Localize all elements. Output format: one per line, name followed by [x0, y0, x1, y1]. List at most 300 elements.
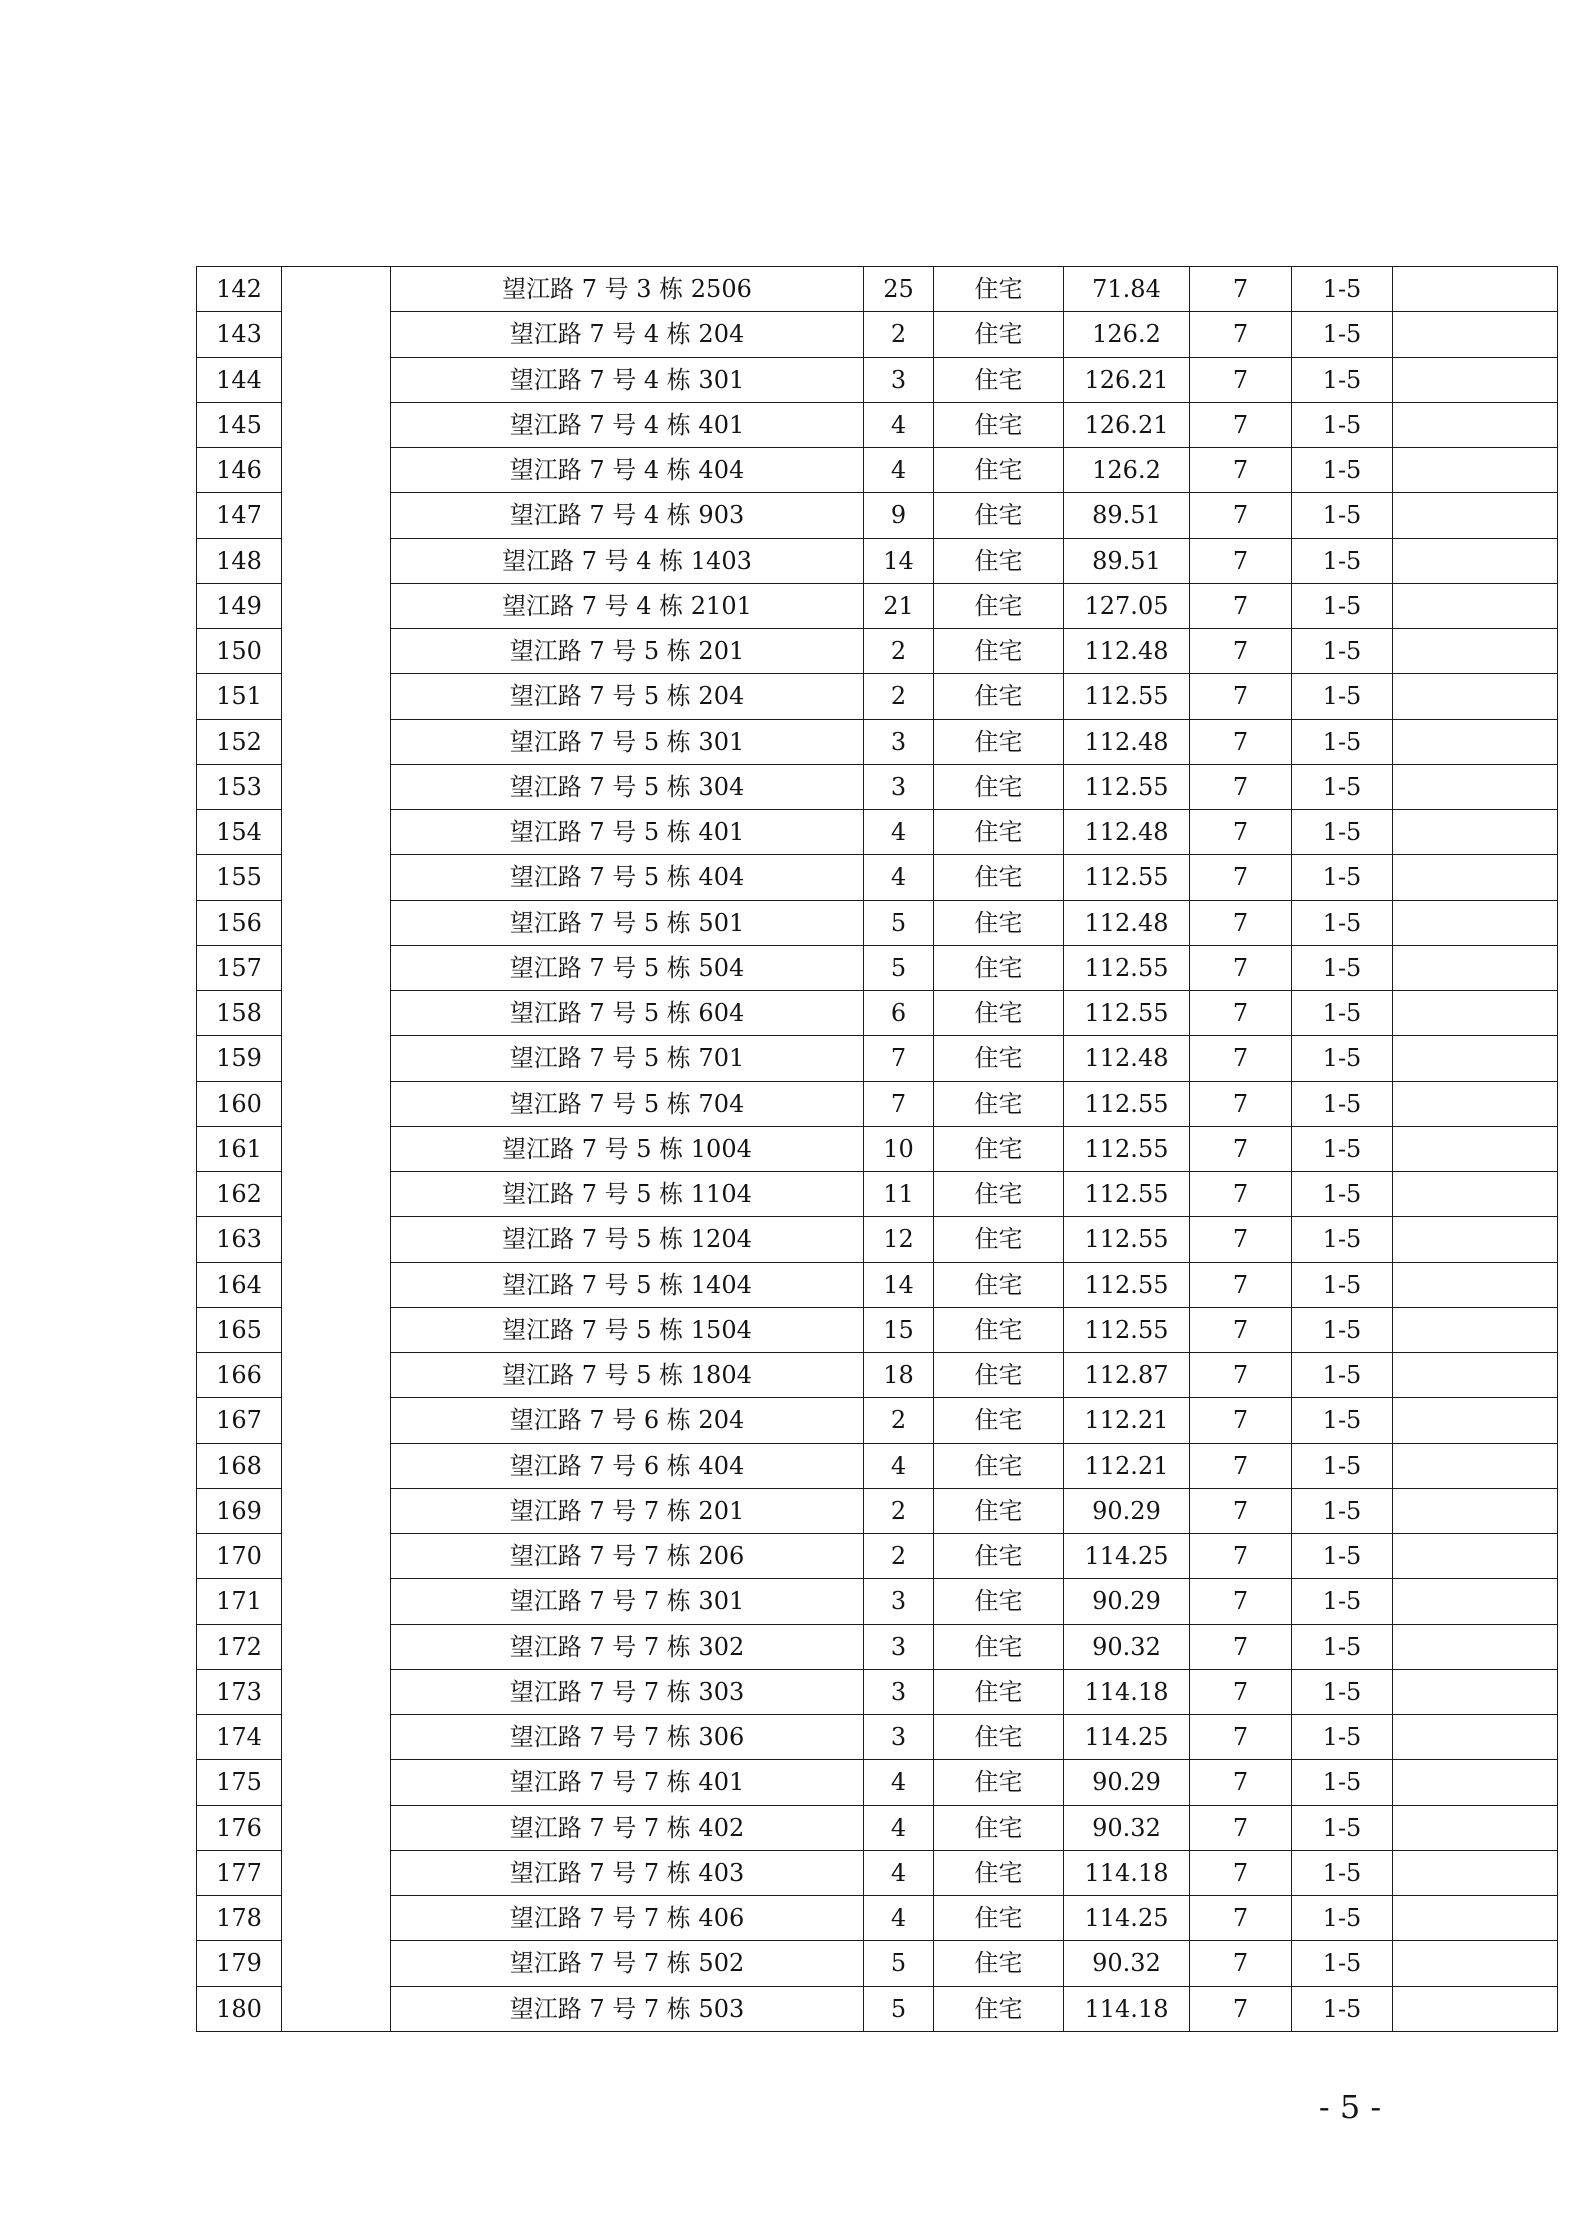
- table-row: [197, 1941, 1558, 1986]
- remarks-cell: [1393, 1624, 1558, 1669]
- value-cell: 7: [1190, 1398, 1292, 1443]
- remarks-cell: [1393, 1398, 1558, 1443]
- floor-cell: 7: [864, 1036, 934, 1081]
- usage-cell: 住宅: [934, 493, 1064, 538]
- area-cell: 90.32: [1064, 1805, 1190, 1850]
- area-cell: 112.87: [1064, 1353, 1190, 1398]
- floor-cell: 6: [864, 991, 934, 1036]
- range-cell: 1-5: [1292, 1760, 1393, 1805]
- row-number-cell: 142: [197, 267, 282, 312]
- row-number-cell: 158: [197, 991, 282, 1036]
- value-cell: 7: [1190, 402, 1292, 447]
- usage-cell: 住宅: [934, 1217, 1064, 1262]
- row-number-cell: 171: [197, 1579, 282, 1624]
- range-cell: 1-5: [1292, 583, 1393, 628]
- usage-cell: 住宅: [934, 991, 1064, 1036]
- area-cell: 90.29: [1064, 1579, 1190, 1624]
- table-row: [197, 1986, 1558, 2031]
- floor-cell: 25: [864, 267, 934, 312]
- value-cell: 7: [1190, 448, 1292, 493]
- floor-cell: 4: [864, 1850, 934, 1895]
- address-cell: 望江路 7 号 7 栋 201: [391, 1488, 864, 1533]
- range-cell: 1-5: [1292, 674, 1393, 719]
- range-cell: 1-5: [1292, 1534, 1393, 1579]
- range-cell: 1-5: [1292, 493, 1393, 538]
- remarks-cell: [1393, 1986, 1558, 2031]
- address-cell: 望江路 7 号 7 栋 206: [391, 1534, 864, 1579]
- row-number-cell: 156: [197, 900, 282, 945]
- address-cell: 望江路 7 号 7 栋 306: [391, 1715, 864, 1760]
- remarks-cell: [1393, 1941, 1558, 1986]
- address-cell: 望江路 7 号 6 栋 204: [391, 1398, 864, 1443]
- address-cell: 望江路 7 号 5 栋 301: [391, 719, 864, 764]
- remarks-cell: [1393, 764, 1558, 809]
- usage-cell: 住宅: [934, 1126, 1064, 1171]
- value-cell: 7: [1190, 1126, 1292, 1171]
- area-cell: 90.29: [1064, 1488, 1190, 1533]
- address-cell: 望江路 7 号 7 栋 406: [391, 1896, 864, 1941]
- range-cell: 1-5: [1292, 1307, 1393, 1352]
- value-cell: 7: [1190, 267, 1292, 312]
- remarks-cell: [1393, 402, 1558, 447]
- row-number-cell: 153: [197, 764, 282, 809]
- table-row: [197, 1217, 1558, 1262]
- usage-cell: 住宅: [934, 1443, 1064, 1488]
- value-cell: 7: [1190, 855, 1292, 900]
- floor-cell: 3: [864, 1715, 934, 1760]
- range-cell: 1-5: [1292, 1172, 1393, 1217]
- table-row: [197, 1172, 1558, 1217]
- address-cell: 望江路 7 号 5 栋 701: [391, 1036, 864, 1081]
- usage-cell: 住宅: [934, 1353, 1064, 1398]
- value-cell: 7: [1190, 1081, 1292, 1126]
- row-number-cell: 152: [197, 719, 282, 764]
- usage-cell: 住宅: [934, 357, 1064, 402]
- range-cell: 1-5: [1292, 1715, 1393, 1760]
- address-cell: 望江路 7 号 6 栋 404: [391, 1443, 864, 1488]
- property-table: [196, 266, 1558, 2032]
- address-cell: 望江路 7 号 5 栋 1104: [391, 1172, 864, 1217]
- table-row: [197, 1805, 1558, 1850]
- address-cell: 望江路 7 号 5 栋 604: [391, 991, 864, 1036]
- value-cell: 7: [1190, 583, 1292, 628]
- area-cell: 126.21: [1064, 357, 1190, 402]
- remarks-cell: [1393, 1896, 1558, 1941]
- area-cell: 126.21: [1064, 402, 1190, 447]
- range-cell: 1-5: [1292, 538, 1393, 583]
- area-cell: 112.55: [1064, 764, 1190, 809]
- floor-cell: 4: [864, 1896, 934, 1941]
- remarks-cell: [1393, 855, 1558, 900]
- range-cell: 1-5: [1292, 357, 1393, 402]
- value-cell: 7: [1190, 1036, 1292, 1081]
- floor-cell: 4: [864, 810, 934, 855]
- usage-cell: 住宅: [934, 764, 1064, 809]
- range-cell: 1-5: [1292, 1036, 1393, 1081]
- usage-cell: 住宅: [934, 1715, 1064, 1760]
- table-row: [197, 1850, 1558, 1895]
- table-row: [197, 493, 1558, 538]
- address-cell: 望江路 7 号 4 栋 2101: [391, 583, 864, 628]
- address-cell: 望江路 7 号 7 栋 401: [391, 1760, 864, 1805]
- range-cell: 1-5: [1292, 1624, 1393, 1669]
- row-number-cell: 144: [197, 357, 282, 402]
- table-row: [197, 991, 1558, 1036]
- value-cell: 7: [1190, 810, 1292, 855]
- merged-blank-cell: [282, 267, 391, 2032]
- area-cell: 114.25: [1064, 1534, 1190, 1579]
- range-cell: 1-5: [1292, 267, 1393, 312]
- area-cell: 112.55: [1064, 1126, 1190, 1171]
- row-number-cell: 172: [197, 1624, 282, 1669]
- area-cell: 114.18: [1064, 1669, 1190, 1714]
- address-cell: 望江路 7 号 5 栋 1004: [391, 1126, 864, 1171]
- value-cell: 7: [1190, 493, 1292, 538]
- table-row: [197, 1624, 1558, 1669]
- area-cell: 112.55: [1064, 1217, 1190, 1262]
- table-row: [197, 402, 1558, 447]
- table-row: [197, 945, 1558, 990]
- row-number-cell: 167: [197, 1398, 282, 1443]
- row-number-cell: 149: [197, 583, 282, 628]
- address-cell: 望江路 7 号 5 栋 204: [391, 674, 864, 719]
- table-body: [197, 267, 1558, 2032]
- range-cell: 1-5: [1292, 1081, 1393, 1126]
- area-cell: 112.55: [1064, 1262, 1190, 1307]
- area-cell: 112.55: [1064, 1081, 1190, 1126]
- remarks-cell: [1393, 1172, 1558, 1217]
- row-number-cell: 162: [197, 1172, 282, 1217]
- row-number-cell: 157: [197, 945, 282, 990]
- table-row: [197, 357, 1558, 402]
- remarks-cell: [1393, 1850, 1558, 1895]
- row-number-cell: 147: [197, 493, 282, 538]
- address-cell: 望江路 7 号 5 栋 1804: [391, 1353, 864, 1398]
- value-cell: 7: [1190, 1307, 1292, 1352]
- table-row: [197, 629, 1558, 674]
- usage-cell: 住宅: [934, 810, 1064, 855]
- remarks-cell: [1393, 1036, 1558, 1081]
- remarks-cell: [1393, 1805, 1558, 1850]
- floor-cell: 12: [864, 1217, 934, 1262]
- usage-cell: 住宅: [934, 538, 1064, 583]
- value-cell: 7: [1190, 1534, 1292, 1579]
- address-cell: 望江路 7 号 4 栋 204: [391, 312, 864, 357]
- remarks-cell: [1393, 719, 1558, 764]
- row-number-cell: 143: [197, 312, 282, 357]
- table-row: [197, 1669, 1558, 1714]
- range-cell: 1-5: [1292, 1896, 1393, 1941]
- range-cell: 1-5: [1292, 1579, 1393, 1624]
- table-row: [197, 1579, 1558, 1624]
- area-cell: 112.55: [1064, 674, 1190, 719]
- range-cell: 1-5: [1292, 1941, 1393, 1986]
- address-cell: 望江路 7 号 5 栋 404: [391, 855, 864, 900]
- row-number-cell: 159: [197, 1036, 282, 1081]
- address-cell: 望江路 7 号 4 栋 401: [391, 402, 864, 447]
- usage-cell: 住宅: [934, 1172, 1064, 1217]
- remarks-cell: [1393, 1081, 1558, 1126]
- floor-cell: 5: [864, 1986, 934, 2031]
- remarks-cell: [1393, 1353, 1558, 1398]
- floor-cell: 3: [864, 1624, 934, 1669]
- area-cell: 112.48: [1064, 629, 1190, 674]
- table-row: [197, 448, 1558, 493]
- value-cell: 7: [1190, 1217, 1292, 1262]
- table-row: [197, 583, 1558, 628]
- area-cell: 114.18: [1064, 1986, 1190, 2031]
- remarks-cell: [1393, 1307, 1558, 1352]
- area-cell: 112.55: [1064, 855, 1190, 900]
- floor-cell: 5: [864, 945, 934, 990]
- range-cell: 1-5: [1292, 855, 1393, 900]
- address-cell: 望江路 7 号 4 栋 1403: [391, 538, 864, 583]
- value-cell: 7: [1190, 1850, 1292, 1895]
- address-cell: 望江路 7 号 7 栋 302: [391, 1624, 864, 1669]
- remarks-cell: [1393, 1126, 1558, 1171]
- value-cell: 7: [1190, 312, 1292, 357]
- range-cell: 1-5: [1292, 764, 1393, 809]
- value-cell: 7: [1190, 1896, 1292, 1941]
- table-row: [197, 1760, 1558, 1805]
- table-row: [197, 1443, 1558, 1488]
- row-number-cell: 170: [197, 1534, 282, 1579]
- table-row: [197, 674, 1558, 719]
- usage-cell: 住宅: [934, 1488, 1064, 1533]
- floor-cell: 2: [864, 1534, 934, 1579]
- area-cell: 126.2: [1064, 312, 1190, 357]
- value-cell: 7: [1190, 719, 1292, 764]
- floor-cell: 5: [864, 1941, 934, 1986]
- floor-cell: 7: [864, 1081, 934, 1126]
- value-cell: 7: [1190, 538, 1292, 583]
- table-row: [197, 855, 1558, 900]
- range-cell: 1-5: [1292, 402, 1393, 447]
- value-cell: 7: [1190, 629, 1292, 674]
- area-cell: 89.51: [1064, 538, 1190, 583]
- value-cell: 7: [1190, 1579, 1292, 1624]
- floor-cell: 2: [864, 674, 934, 719]
- floor-cell: 14: [864, 1262, 934, 1307]
- area-cell: 112.55: [1064, 991, 1190, 1036]
- row-number-cell: 168: [197, 1443, 282, 1488]
- area-cell: 90.29: [1064, 1760, 1190, 1805]
- floor-cell: 4: [864, 448, 934, 493]
- area-cell: 112.48: [1064, 719, 1190, 764]
- table-row: [197, 1036, 1558, 1081]
- address-cell: 望江路 7 号 5 栋 201: [391, 629, 864, 674]
- usage-cell: 住宅: [934, 1941, 1064, 1986]
- address-cell: 望江路 7 号 5 栋 704: [391, 1081, 864, 1126]
- row-number-cell: 161: [197, 1126, 282, 1171]
- table-row: [197, 538, 1558, 583]
- floor-cell: 2: [864, 1398, 934, 1443]
- address-cell: 望江路 7 号 7 栋 303: [391, 1669, 864, 1714]
- address-cell: 望江路 7 号 5 栋 1504: [391, 1307, 864, 1352]
- usage-cell: 住宅: [934, 1760, 1064, 1805]
- usage-cell: 住宅: [934, 1896, 1064, 1941]
- area-cell: 90.32: [1064, 1624, 1190, 1669]
- remarks-cell: [1393, 1669, 1558, 1714]
- range-cell: 1-5: [1292, 1126, 1393, 1171]
- row-number-cell: 146: [197, 448, 282, 493]
- value-cell: 7: [1190, 674, 1292, 719]
- address-cell: 望江路 7 号 4 栋 404: [391, 448, 864, 493]
- row-number-cell: 155: [197, 855, 282, 900]
- address-cell: 望江路 7 号 7 栋 503: [391, 1986, 864, 2031]
- floor-cell: 11: [864, 1172, 934, 1217]
- range-cell: 1-5: [1292, 1262, 1393, 1307]
- remarks-cell: [1393, 1217, 1558, 1262]
- range-cell: 1-5: [1292, 1488, 1393, 1533]
- row-number-cell: 154: [197, 810, 282, 855]
- address-cell: 望江路 7 号 5 栋 304: [391, 764, 864, 809]
- usage-cell: 住宅: [934, 583, 1064, 628]
- area-cell: 112.21: [1064, 1398, 1190, 1443]
- range-cell: 1-5: [1292, 719, 1393, 764]
- row-number-cell: 151: [197, 674, 282, 719]
- floor-cell: 3: [864, 719, 934, 764]
- area-cell: 112.48: [1064, 900, 1190, 945]
- usage-cell: 住宅: [934, 1579, 1064, 1624]
- table-row: [197, 900, 1558, 945]
- usage-cell: 住宅: [934, 1624, 1064, 1669]
- remarks-cell: [1393, 583, 1558, 628]
- floor-cell: 2: [864, 312, 934, 357]
- table-row: [197, 1307, 1558, 1352]
- usage-cell: 住宅: [934, 629, 1064, 674]
- usage-cell: 住宅: [934, 1307, 1064, 1352]
- table-row: [197, 1488, 1558, 1533]
- value-cell: 7: [1190, 1805, 1292, 1850]
- table-row: [197, 1896, 1558, 1941]
- range-cell: 1-5: [1292, 1986, 1393, 2031]
- row-number-cell: 176: [197, 1805, 282, 1850]
- table-row: [197, 1081, 1558, 1126]
- value-cell: 7: [1190, 1760, 1292, 1805]
- value-cell: 7: [1190, 991, 1292, 1036]
- row-number-cell: 179: [197, 1941, 282, 1986]
- floor-cell: 21: [864, 583, 934, 628]
- remarks-cell: [1393, 312, 1558, 357]
- address-cell: 望江路 7 号 5 栋 1204: [391, 1217, 864, 1262]
- page-number: - 5 -: [1318, 2088, 1382, 2126]
- remarks-cell: [1393, 1579, 1558, 1624]
- range-cell: 1-5: [1292, 1850, 1393, 1895]
- range-cell: 1-5: [1292, 1805, 1393, 1850]
- remarks-cell: [1393, 1534, 1558, 1579]
- value-cell: 7: [1190, 900, 1292, 945]
- remarks-cell: [1393, 810, 1558, 855]
- address-cell: 望江路 7 号 7 栋 403: [391, 1850, 864, 1895]
- area-cell: 112.55: [1064, 1307, 1190, 1352]
- address-cell: 望江路 7 号 3 栋 2506: [391, 267, 864, 312]
- range-cell: 1-5: [1292, 991, 1393, 1036]
- usage-cell: 住宅: [934, 267, 1064, 312]
- address-cell: 望江路 7 号 5 栋 1404: [391, 1262, 864, 1307]
- usage-cell: 住宅: [934, 1805, 1064, 1850]
- floor-cell: 4: [864, 1805, 934, 1850]
- table-row: [197, 719, 1558, 764]
- usage-cell: 住宅: [934, 945, 1064, 990]
- floor-cell: 4: [864, 855, 934, 900]
- remarks-cell: [1393, 674, 1558, 719]
- table-row: [197, 1534, 1558, 1579]
- address-cell: 望江路 7 号 5 栋 401: [391, 810, 864, 855]
- floor-cell: 5: [864, 900, 934, 945]
- remarks-cell: [1393, 538, 1558, 583]
- remarks-cell: [1393, 493, 1558, 538]
- row-number-cell: 178: [197, 1896, 282, 1941]
- area-cell: 112.55: [1064, 1172, 1190, 1217]
- usage-cell: 住宅: [934, 674, 1064, 719]
- value-cell: 7: [1190, 1172, 1292, 1217]
- value-cell: 7: [1190, 1941, 1292, 1986]
- usage-cell: 住宅: [934, 312, 1064, 357]
- table-row: [197, 1353, 1558, 1398]
- range-cell: 1-5: [1292, 1353, 1393, 1398]
- row-number-cell: 173: [197, 1669, 282, 1714]
- value-cell: 7: [1190, 1262, 1292, 1307]
- remarks-cell: [1393, 357, 1558, 402]
- row-number-cell: 150: [197, 629, 282, 674]
- area-cell: 114.25: [1064, 1896, 1190, 1941]
- value-cell: 7: [1190, 1488, 1292, 1533]
- usage-cell: 住宅: [934, 1398, 1064, 1443]
- value-cell: 7: [1190, 1715, 1292, 1760]
- floor-cell: 18: [864, 1353, 934, 1398]
- address-cell: 望江路 7 号 4 栋 903: [391, 493, 864, 538]
- floor-cell: 10: [864, 1126, 934, 1171]
- remarks-cell: [1393, 991, 1558, 1036]
- range-cell: 1-5: [1292, 1217, 1393, 1262]
- area-cell: 90.32: [1064, 1941, 1190, 1986]
- usage-cell: 住宅: [934, 900, 1064, 945]
- range-cell: 1-5: [1292, 945, 1393, 990]
- remarks-cell: [1393, 945, 1558, 990]
- value-cell: 7: [1190, 945, 1292, 990]
- floor-cell: 3: [864, 764, 934, 809]
- table-row: [197, 1715, 1558, 1760]
- row-number-cell: 166: [197, 1353, 282, 1398]
- remarks-cell: [1393, 629, 1558, 674]
- row-number-cell: 177: [197, 1850, 282, 1895]
- remarks-cell: [1393, 900, 1558, 945]
- area-cell: 89.51: [1064, 493, 1190, 538]
- address-cell: 望江路 7 号 7 栋 502: [391, 1941, 864, 1986]
- area-cell: 112.48: [1064, 1036, 1190, 1081]
- remarks-cell: [1393, 1262, 1558, 1307]
- floor-cell: 3: [864, 1579, 934, 1624]
- usage-cell: 住宅: [934, 402, 1064, 447]
- floor-cell: 3: [864, 1669, 934, 1714]
- table-row: [197, 1126, 1558, 1171]
- range-cell: 1-5: [1292, 900, 1393, 945]
- table-row: [197, 312, 1558, 357]
- usage-cell: 住宅: [934, 1850, 1064, 1895]
- range-cell: 1-5: [1292, 629, 1393, 674]
- remarks-cell: [1393, 1443, 1558, 1488]
- floor-cell: 4: [864, 1443, 934, 1488]
- area-cell: 112.55: [1064, 945, 1190, 990]
- remarks-cell: [1393, 448, 1558, 493]
- usage-cell: 住宅: [934, 719, 1064, 764]
- value-cell: 7: [1190, 764, 1292, 809]
- value-cell: 7: [1190, 1624, 1292, 1669]
- area-cell: 114.25: [1064, 1715, 1190, 1760]
- range-cell: 1-5: [1292, 810, 1393, 855]
- area-cell: 127.05: [1064, 583, 1190, 628]
